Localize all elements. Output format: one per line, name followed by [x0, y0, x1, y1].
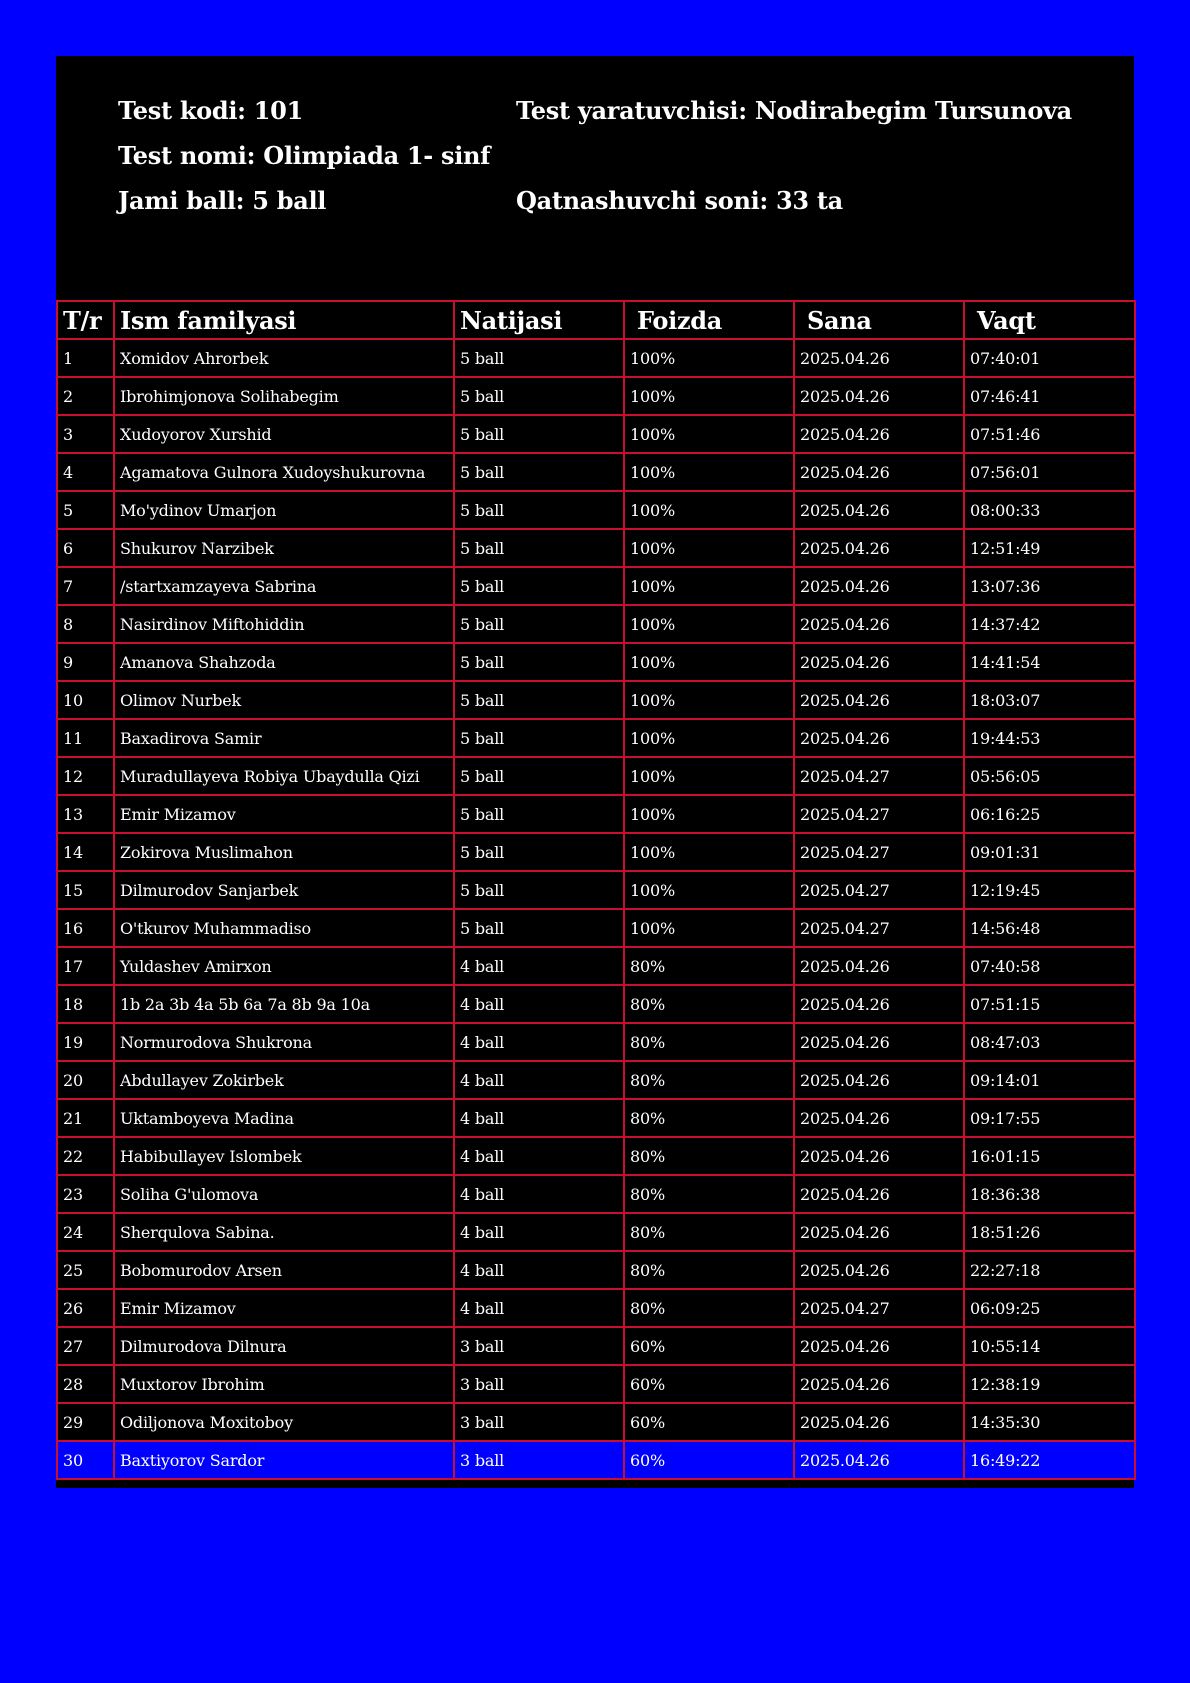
cell-percent: 100% [624, 567, 794, 605]
cell-date: 2025.04.27 [794, 833, 964, 871]
cell-number: 9 [57, 643, 114, 681]
cell-result: 5 ball [454, 529, 624, 567]
cell-number: 3 [57, 415, 114, 453]
cell-percent: 100% [624, 339, 794, 377]
cell-date: 2025.04.26 [794, 567, 964, 605]
cell-number: 11 [57, 719, 114, 757]
cell-percent: 100% [624, 871, 794, 909]
cell-result: 4 ball [454, 1213, 624, 1251]
cell-percent: 80% [624, 1099, 794, 1137]
cell-name: Emir Mizamov [114, 795, 454, 833]
table-row [57, 1099, 1135, 1137]
cell-name: Normurodova Shukrona [114, 1023, 454, 1061]
table-row [57, 377, 1135, 415]
table-row [57, 719, 1135, 757]
cell-number: 29 [57, 1403, 114, 1441]
cell-date: 2025.04.26 [794, 491, 964, 529]
cell-name: Dilmurodov Sanjarbek [114, 871, 454, 909]
cell-name: Nasirdinov Miftohiddin [114, 605, 454, 643]
cell-number: 19 [57, 1023, 114, 1061]
cell-date: 2025.04.26 [794, 453, 964, 491]
table-row [57, 605, 1135, 643]
cell-name: Baxadirova Samir [114, 719, 454, 757]
cell-result: 5 ball [454, 491, 624, 529]
cell-number: 2 [57, 377, 114, 415]
cell-percent: 60% [624, 1327, 794, 1365]
cell-name: Yuldashev Amirxon [114, 947, 454, 985]
table-row [57, 1365, 1135, 1403]
cell-result: 5 ball [454, 339, 624, 377]
cell-name: Ibrohimjonova Solihabegim [114, 377, 454, 415]
cell-time: 09:14:01 [964, 1061, 1135, 1099]
cell-name: O'tkurov Muhammadiso [114, 909, 454, 947]
cell-percent: 80% [624, 947, 794, 985]
column-header-date: Sana [794, 301, 964, 339]
cell-time: 18:51:26 [964, 1213, 1135, 1251]
cell-date: 2025.04.26 [794, 1213, 964, 1251]
cell-time: 07:56:01 [964, 453, 1135, 491]
cell-date: 2025.04.26 [794, 415, 964, 453]
cell-name: Xudoyorov Xurshid [114, 415, 454, 453]
cell-name: Bobomurodov Arsen [114, 1251, 454, 1289]
cell-percent: 100% [624, 453, 794, 491]
cell-name: Olimov Nurbek [114, 681, 454, 719]
cell-result: 3 ball [454, 1365, 624, 1403]
cell-time: 12:19:45 [964, 871, 1135, 909]
cell-percent: 80% [624, 1175, 794, 1213]
cell-name: Sherqulova Sabina. [114, 1213, 454, 1251]
table-body [57, 339, 1135, 1479]
cell-date: 2025.04.26 [794, 1061, 964, 1099]
cell-result: 5 ball [454, 415, 624, 453]
cell-number: 16 [57, 909, 114, 947]
cell-name: Amanova Shahzoda [114, 643, 454, 681]
table-row [57, 985, 1135, 1023]
cell-result: 4 ball [454, 947, 624, 985]
cell-number: 7 [57, 567, 114, 605]
results-table [56, 300, 1136, 1480]
cell-result: 4 ball [454, 1289, 624, 1327]
table-row [57, 1175, 1135, 1213]
table-row [57, 909, 1135, 947]
cell-percent: 60% [624, 1441, 794, 1479]
cell-result: 5 ball [454, 605, 624, 643]
cell-name: Soliha G'ulomova [114, 1175, 454, 1213]
table-header-row [57, 301, 1135, 339]
cell-result: 5 ball [454, 909, 624, 947]
cell-result: 5 ball [454, 453, 624, 491]
cell-time: 08:47:03 [964, 1023, 1135, 1061]
cell-percent: 80% [624, 1023, 794, 1061]
cell-percent: 100% [624, 795, 794, 833]
cell-name: Habibullayev Islombek [114, 1137, 454, 1175]
cell-percent: 100% [624, 909, 794, 947]
table-row [57, 757, 1135, 795]
cell-time: 12:38:19 [964, 1365, 1135, 1403]
cell-number: 30 [57, 1441, 114, 1479]
cell-percent: 80% [624, 985, 794, 1023]
cell-number: 17 [57, 947, 114, 985]
table-row [57, 1251, 1135, 1289]
cell-date: 2025.04.26 [794, 1365, 964, 1403]
cell-date: 2025.04.26 [794, 947, 964, 985]
cell-number: 10 [57, 681, 114, 719]
cell-date: 2025.04.27 [794, 1289, 964, 1327]
cell-result: 4 ball [454, 1137, 624, 1175]
cell-name: Xomidov Ahrorbek [114, 339, 454, 377]
cell-time: 08:00:33 [964, 491, 1135, 529]
cell-date: 2025.04.27 [794, 909, 964, 947]
table-row [57, 1441, 1135, 1479]
cell-number: 18 [57, 985, 114, 1023]
cell-percent: 100% [624, 491, 794, 529]
cell-result: 5 ball [454, 795, 624, 833]
table-row [57, 1289, 1135, 1327]
cell-number: 13 [57, 795, 114, 833]
cell-date: 2025.04.26 [794, 377, 964, 415]
table-row [57, 1061, 1135, 1099]
cell-date: 2025.04.26 [794, 1403, 964, 1441]
cell-number: 14 [57, 833, 114, 871]
cell-name: Agamatova Gulnora Xudoyshukurovna [114, 453, 454, 491]
cell-date: 2025.04.26 [794, 681, 964, 719]
cell-number: 20 [57, 1061, 114, 1099]
table-row [57, 415, 1135, 453]
table-row [57, 947, 1135, 985]
cell-time: 07:40:01 [964, 339, 1135, 377]
column-header-name: Ism familyasi [114, 301, 454, 339]
column-header-time: Vaqt [964, 301, 1135, 339]
cell-number: 12 [57, 757, 114, 795]
cell-name: Zokirova Muslimahon [114, 833, 454, 871]
cell-date: 2025.04.26 [794, 1441, 964, 1479]
cell-percent: 100% [624, 681, 794, 719]
cell-name: Emir Mizamov [114, 1289, 454, 1327]
cell-result: 5 ball [454, 643, 624, 681]
cell-number: 27 [57, 1327, 114, 1365]
cell-percent: 80% [624, 1061, 794, 1099]
cell-name: Baxtiyorov Sardor [114, 1441, 454, 1479]
cell-percent: 100% [624, 377, 794, 415]
cell-time: 22:27:18 [964, 1251, 1135, 1289]
cell-time: 07:51:15 [964, 985, 1135, 1023]
cell-name: Abdullayev Zokirbek [114, 1061, 454, 1099]
cell-number: 22 [57, 1137, 114, 1175]
cell-name: Shukurov Narzibek [114, 529, 454, 567]
cell-result: 3 ball [454, 1441, 624, 1479]
cell-result: 5 ball [454, 719, 624, 757]
total-points: Jami ball: 5 ball [118, 186, 327, 215]
cell-time: 09:17:55 [964, 1099, 1135, 1137]
cell-date: 2025.04.26 [794, 1251, 964, 1289]
cell-name: Muxtorov Ibrohim [114, 1365, 454, 1403]
cell-time: 07:40:58 [964, 947, 1135, 985]
table-row [57, 453, 1135, 491]
cell-date: 2025.04.26 [794, 643, 964, 681]
cell-result: 5 ball [454, 757, 624, 795]
cell-date: 2025.04.26 [794, 1137, 964, 1175]
table-row [57, 529, 1135, 567]
cell-percent: 100% [624, 643, 794, 681]
cell-name: /startxamzayeva Sabrina [114, 567, 454, 605]
cell-name: Muradullayeva Robiya Ubaydulla Qizi [114, 757, 454, 795]
cell-number: 4 [57, 453, 114, 491]
cell-date: 2025.04.26 [794, 1175, 964, 1213]
cell-date: 2025.04.26 [794, 719, 964, 757]
cell-name: Uktamboyeva Madina [114, 1099, 454, 1137]
cell-result: 5 ball [454, 377, 624, 415]
cell-percent: 60% [624, 1365, 794, 1403]
cell-time: 18:36:38 [964, 1175, 1135, 1213]
table-row [57, 339, 1135, 377]
cell-time: 06:16:25 [964, 795, 1135, 833]
cell-number: 28 [57, 1365, 114, 1403]
cell-number: 25 [57, 1251, 114, 1289]
cell-percent: 60% [624, 1403, 794, 1441]
cell-percent: 100% [624, 719, 794, 757]
column-header-number: T/r [57, 301, 114, 339]
test-creator: Test yaratuvchisi: Nodirabegim Tursunova [516, 96, 1072, 125]
table-row [57, 643, 1135, 681]
cell-time: 14:41:54 [964, 643, 1135, 681]
table-row [57, 795, 1135, 833]
cell-number: 21 [57, 1099, 114, 1137]
cell-date: 2025.04.26 [794, 1327, 964, 1365]
cell-time: 07:46:41 [964, 377, 1135, 415]
table-row [57, 1023, 1135, 1061]
cell-time: 16:01:15 [964, 1137, 1135, 1175]
cell-result: 4 ball [454, 1023, 624, 1061]
table-row [57, 833, 1135, 871]
cell-percent: 80% [624, 1213, 794, 1251]
cell-result: 4 ball [454, 1061, 624, 1099]
cell-time: 10:55:14 [964, 1327, 1135, 1365]
cell-number: 5 [57, 491, 114, 529]
column-header-result: Natijasi [454, 301, 624, 339]
cell-time: 16:49:22 [964, 1441, 1135, 1479]
cell-date: 2025.04.26 [794, 339, 964, 377]
cell-time: 07:51:46 [964, 415, 1135, 453]
cell-number: 6 [57, 529, 114, 567]
cell-result: 5 ball [454, 681, 624, 719]
cell-result: 3 ball [454, 1403, 624, 1441]
table-row [57, 1327, 1135, 1365]
cell-time: 13:07:36 [964, 567, 1135, 605]
table-row [57, 1403, 1135, 1441]
cell-name: 1b 2a 3b 4a 5b 6a 7a 8b 9a 10a [114, 985, 454, 1023]
results-sheet [56, 56, 1134, 1488]
cell-time: 19:44:53 [964, 719, 1135, 757]
cell-percent: 100% [624, 415, 794, 453]
cell-time: 14:35:30 [964, 1403, 1135, 1441]
cell-number: 24 [57, 1213, 114, 1251]
cell-result: 5 ball [454, 833, 624, 871]
cell-name: Dilmurodova Dilnura [114, 1327, 454, 1365]
participant-count: Qatnashuvchi soni: 33 ta [516, 186, 843, 215]
cell-percent: 100% [624, 605, 794, 643]
cell-time: 05:56:05 [964, 757, 1135, 795]
cell-name: Mo'ydinov Umarjon [114, 491, 454, 529]
cell-date: 2025.04.26 [794, 1099, 964, 1137]
cell-date: 2025.04.26 [794, 985, 964, 1023]
cell-number: 8 [57, 605, 114, 643]
cell-time: 09:01:31 [964, 833, 1135, 871]
cell-date: 2025.04.27 [794, 795, 964, 833]
cell-number: 1 [57, 339, 114, 377]
cell-result: 4 ball [454, 1251, 624, 1289]
cell-result: 3 ball [454, 1327, 624, 1365]
cell-percent: 80% [624, 1289, 794, 1327]
cell-time: 18:03:07 [964, 681, 1135, 719]
cell-number: 15 [57, 871, 114, 909]
test-name: Test nomi: Olimpiada 1- sinf [118, 141, 491, 170]
cell-date: 2025.04.27 [794, 757, 964, 795]
cell-time: 06:09:25 [964, 1289, 1135, 1327]
cell-percent: 80% [624, 1137, 794, 1175]
cell-result: 4 ball [454, 1099, 624, 1137]
test-code: Test kodi: 101 [118, 96, 303, 125]
test-info-header [56, 56, 1134, 300]
cell-percent: 100% [624, 529, 794, 567]
cell-time: 12:51:49 [964, 529, 1135, 567]
cell-date: 2025.04.27 [794, 871, 964, 909]
cell-time: 14:56:48 [964, 909, 1135, 947]
cell-result: 5 ball [454, 871, 624, 909]
column-header-percent: Foizda [624, 301, 794, 339]
cell-percent: 80% [624, 1251, 794, 1289]
table-row [57, 491, 1135, 529]
cell-percent: 100% [624, 757, 794, 795]
table-row [57, 681, 1135, 719]
cell-date: 2025.04.26 [794, 605, 964, 643]
table-row [57, 1137, 1135, 1175]
table-row [57, 567, 1135, 605]
table-row [57, 1213, 1135, 1251]
cell-result: 4 ball [454, 1175, 624, 1213]
cell-result: 4 ball [454, 985, 624, 1023]
cell-percent: 100% [624, 833, 794, 871]
cell-time: 14:37:42 [964, 605, 1135, 643]
cell-name: Odiljonova Moxitoboy [114, 1403, 454, 1441]
table-row [57, 871, 1135, 909]
cell-result: 5 ball [454, 567, 624, 605]
cell-date: 2025.04.26 [794, 529, 964, 567]
cell-date: 2025.04.26 [794, 1023, 964, 1061]
cell-number: 23 [57, 1175, 114, 1213]
cell-number: 26 [57, 1289, 114, 1327]
